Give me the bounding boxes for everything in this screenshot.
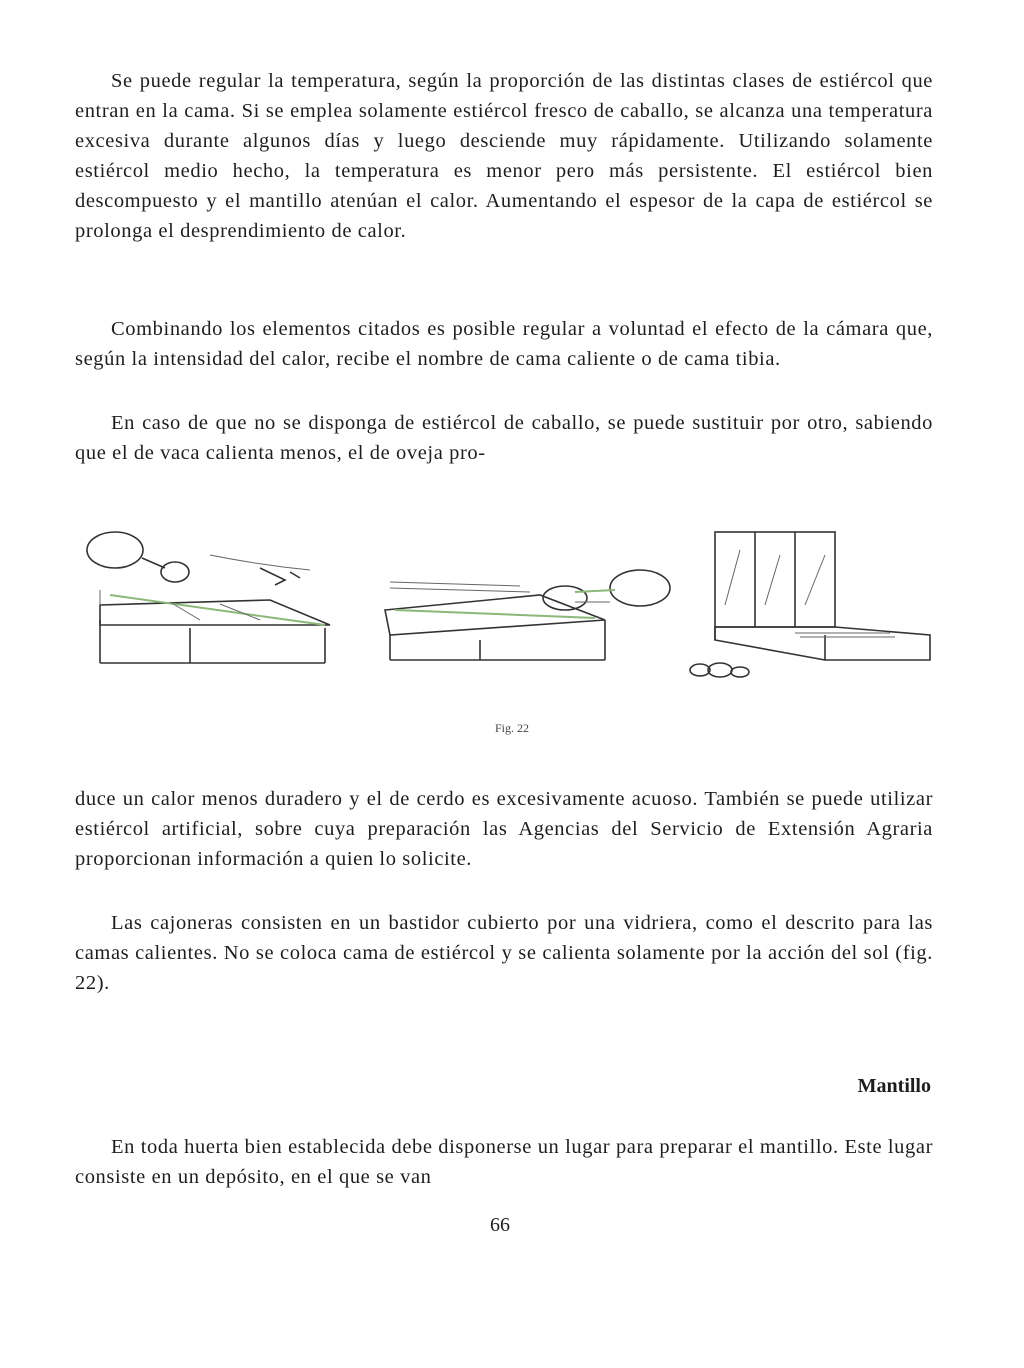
frame-illustration-2 (385, 570, 670, 660)
paragraph-cold-frames: Las cajoneras consisten en un bastidor cubierto por una vidriera, como el descrito para las camas calientes. No se coloca cama de estiércol y se calienta solamente por la acción del sol (fig. 22). (75, 912, 933, 994)
paragraph-alternative-manure: En caso de que no se disponga de estiércol de caballo, se puede sustituir por otro, sabiendo que el de vaca calienta menos, el de oveja pro- (75, 412, 933, 464)
figure-caption: Fig. 22 (494, 721, 529, 735)
paragraph-mantillo-intro: En toda huerta bien establecida debe disponerse un lugar para preparar el mantillo. Este lugar consiste en un depósito, en el que se van (75, 1136, 933, 1188)
cold-frame-illustration (60, 510, 960, 695)
paragraph-temperature: Se puede regular la temperatura, según la proporción de las distintas clases de estiércol que entran en la cama. Si se emplea solamente estiércol fresco de caballo, se alcanza una temperatura excesiva durante algunos días y luego desciende muy rápidamente. Utilizando solamente estiércol medio hecho, la temperatura es menor pero más persistente. El estiércol bien descompuesto y el mantillo atenúan el calor. Aumentando el espesor de la capa de estiércol se prolonga el desprendimiento de calor. (75, 70, 933, 242)
frame-illustration-3 (690, 532, 930, 677)
paragraph-artificial-manure: duce un calor menos duradero y el de cerdo es excesivamente acuoso. También se puede utilizar estiércol artificial, sobre cuya preparación las Agencias del Servicio de Extensión Agraria proporcionan información a quien lo solicite. (75, 788, 933, 870)
page-number: 66 (490, 1214, 510, 1236)
paragraph-combination: Combinando los elementos citados es posible regular a voluntad el efecto de la cámara que, según la intensidad del calor, recibe el nombre de cama caliente o de cama tibia. (75, 318, 933, 370)
section-heading-mantillo: Mantillo (857, 1075, 931, 1097)
frame-illustration-1 (87, 532, 330, 663)
